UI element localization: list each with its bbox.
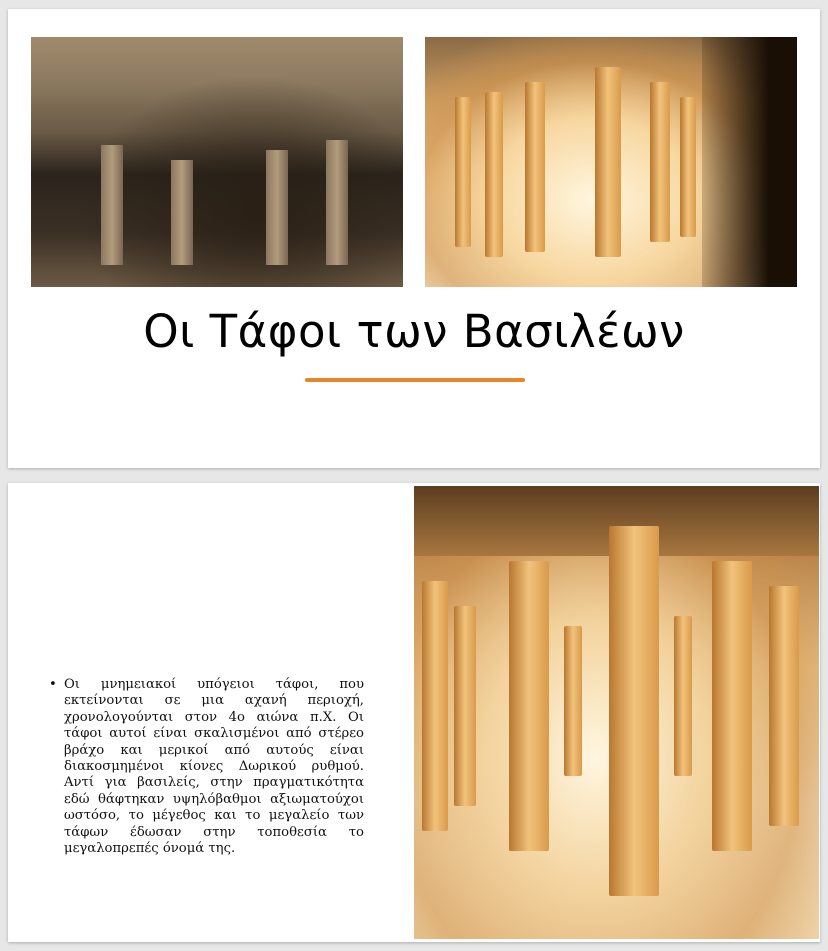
bullet-text: Οι μνημειακοί υπόγειοι τάφοι, που εκτείνονται σε μια αχανή περιοχή, χρονολογούνται στον 4ο αιώνα π.Χ. Οι τάφοι αυτοί είναι σκαλισμένοι από στέρεο βράχο και μερικοί από αυτούς είναι διακοσμημένοι κίονες Δωρικού ρυθμού. Αντί για βασιλείς, στην πραγματικότητα εδώ θάφτηκαν υψηλόβαθμοι αξιωματούχοι ωστόσο, το μέγεθος και το μεγαλείο των τάφων έδωσαν στην τοποθεσία το μεγαλοπρεπές όνομά της.	[64, 677, 364, 857]
slide-2[interactable]	[8, 483, 820, 942]
tomb-excavation-photo[interactable]	[31, 37, 403, 287]
tomb-colonnade-photo[interactable]	[414, 486, 819, 939]
bullet-icon: •	[49, 677, 57, 692]
title-underline	[305, 378, 525, 382]
tomb-peristyle-photo[interactable]	[425, 37, 797, 287]
bullet-list-item	[49, 677, 364, 857]
slide-title: Οι Τάφοι των Βασιλέων	[143, 305, 685, 358]
slide-1[interactable]	[8, 9, 820, 468]
